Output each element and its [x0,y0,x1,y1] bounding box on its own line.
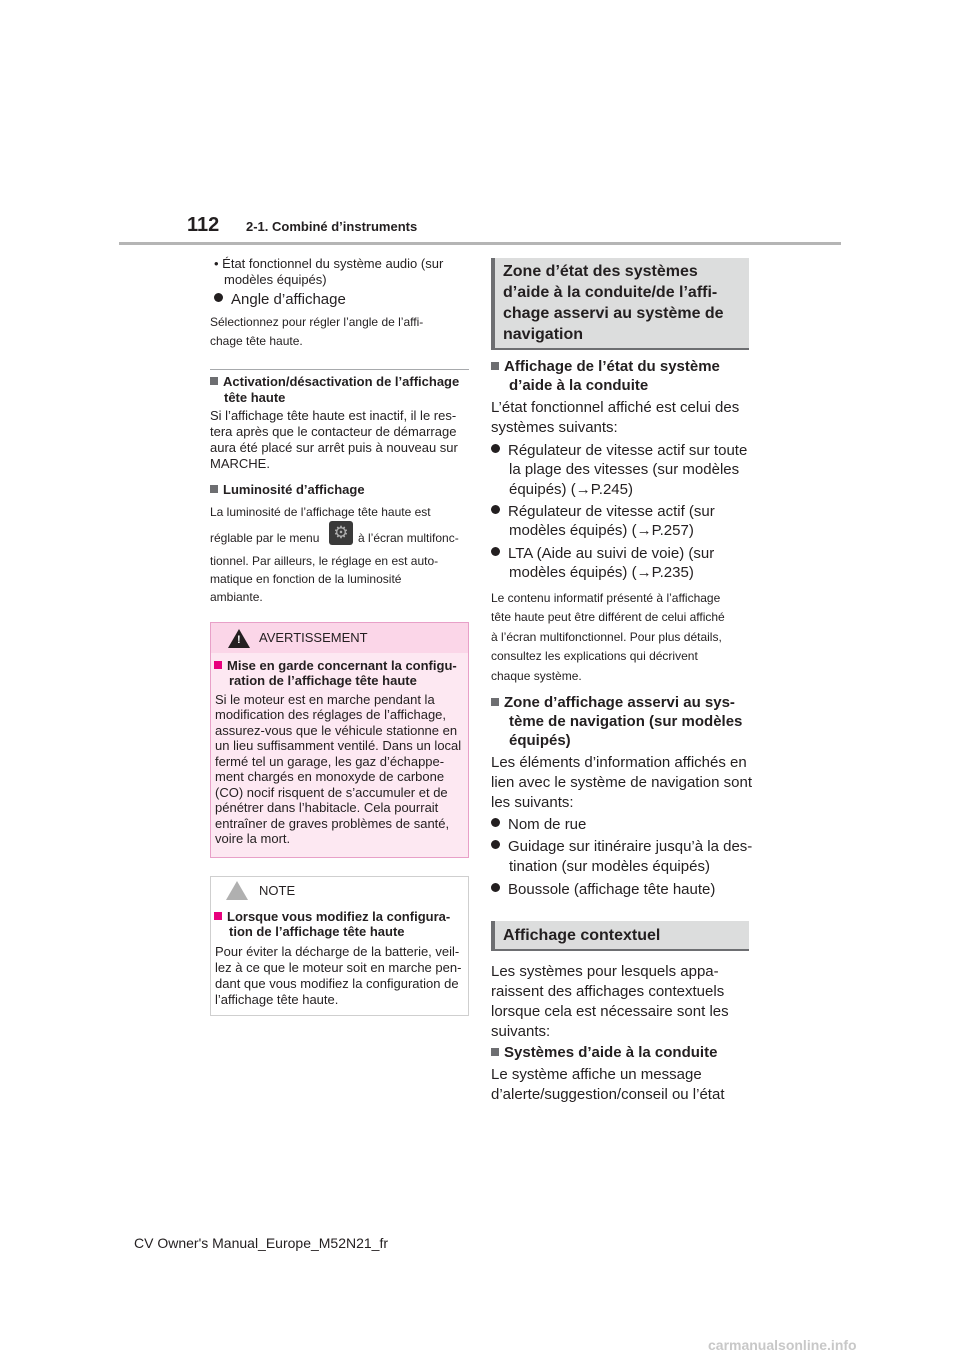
luminosity-heading-text: Luminosité d’affichage [223,482,365,497]
bullet-dot-icon [214,293,223,302]
bullet-1-text: Régulateur de vitesse actif sur toute [508,442,748,459]
bullet-3-text: LTA (Aide au suivi de voie) (sur [508,545,715,562]
state-heading-text: Affichage de l’état du système [504,358,720,375]
small-text-line: consultez les explications qui décrivent [491,649,698,663]
audio-sub-bullet-cont: modèles équipés) [224,272,327,287]
nav-bullet-3-text: Boussole (affichage tête haute) [508,881,716,898]
context-text-line: Les systèmes pour lesquels appa- [491,963,719,980]
luminosity-heading [210,482,365,498]
state-text-1: L’état fonctionnel affiché est celui des [491,399,740,416]
note-line: Pour éviter la décharge de la batterie, veil- [215,944,460,959]
driving-heading-text: Systèmes d’aide à la conduite [504,1044,718,1061]
luminosity-line-5: ambiante. [210,590,263,604]
bullet-dot-icon [491,818,500,827]
section-banner [491,258,749,350]
warning-title [214,658,457,674]
warning-line: fermé tel un garage, les gaz d’échappe- [215,754,445,769]
angle-heading [214,290,346,310]
header-rule [119,242,841,245]
luminosity-line-2a: réglable par le menu [210,531,320,545]
nav-heading-line-2: tème de navigation (sur modèles [509,713,743,730]
small-text-line: Le contenu informatif présenté à l’affichage [491,591,721,605]
activation-line-4: MARCHE. [210,456,270,471]
driving-heading [491,1043,717,1063]
bullet-2-text: Régulateur de vitesse actif (sur [508,503,715,520]
warning-line: voire la mort. [215,831,291,846]
warning-line: ment chargés en monoxyde de carbone [215,769,445,784]
warning-line: Si le moteur est en marche pendant la [215,692,435,707]
warning-title-text: Mise en garde concernant la configu- [227,658,457,673]
bullet-3-line-2[interactable]: modèles équipés) (→P.235) [509,564,694,581]
activation-heading-text: Activation/désactivation de l’affichage [223,374,460,389]
section-divider [210,369,469,370]
small-text-line: tête haute peut être différent de celui affiché [491,610,725,624]
banner-line: Zone d’état des systèmes [503,263,698,280]
square-bullet-icon [491,362,499,370]
nav-heading-text: Zone d’affichage asservi au sys- [504,694,735,711]
note-title-text: Lorsque vous modifiez la configura- [227,909,451,924]
square-bullet-icon [491,1048,499,1056]
gear-icon: ⚙ [329,521,353,545]
state-text-2: systèmes suivants: [491,419,618,436]
warning-line: pénétrer dans l’habitacle. Cela pourrait [215,800,439,815]
activation-heading-cont: tête haute [224,390,286,405]
bullet-1 [491,441,747,461]
note-line: l’affichage tête haute. [215,992,339,1007]
small-text-line: chaque système. [491,669,582,683]
warning-title-cont: ration de l’affichage tête haute [229,673,417,688]
state-heading [491,357,720,377]
luminosity-line-1: La luminosité de l’affichage tête haute est [210,505,431,519]
activation-line-1: Si l’affichage tête haute est inactif, il le res- [210,408,457,423]
warning-label: AVERTISSEMENT [259,630,368,645]
warning-line: entraîner de graves problèmes de santé, [215,816,450,831]
warning-line: (CO) nocif risquent de s’accumuler et de [215,785,448,800]
nav-bullet-2-line-2: tination (sur modèles équipés) [509,858,710,875]
bullet-dot-icon [491,883,500,892]
bullet-dot-icon [491,840,500,849]
banner-line: chage asservi au système de [503,305,724,322]
page-number: 112 [187,214,220,236]
nav-text-line: les suivants: [491,794,574,811]
luminosity-line-3: tionnel. Par ailleurs, le réglage en est auto- [210,554,439,568]
warning-box [210,622,469,858]
driving-text-2: d’alerte/suggestion/conseil ou l’état [491,1086,725,1103]
square-bullet-icon [491,698,499,706]
nav-heading-line-3: équipés) [509,732,571,749]
bullet-dot-icon [491,444,500,453]
square-bullet-icon [210,377,218,385]
note-box [210,876,469,1016]
warning-line: assurez-vous que le véhicule stationne en [215,723,458,738]
bullet-1-line-2: la plage des vitesses (sur modèles [509,461,740,478]
bullet-dot-icon [491,505,500,514]
square-bullet-icon [210,485,218,493]
bullet-3 [491,544,714,564]
note-line: dant que vous modifiez la configuration de [215,976,459,991]
warning-icon: ! [228,629,250,653]
angle-text-2: chage tête haute. [210,334,303,348]
caution-icon [226,881,248,905]
note-title-cont: tion de l’affichage tête haute [229,924,405,939]
bullet-1-line-3[interactable]: équipés) (→P.245) [509,481,633,498]
nav-bullet-1-text: Nom de rue [508,816,587,833]
warning-line: un lieu suffisamment ventilé. Dans un local [215,738,462,753]
state-heading-cont: d’aide à la conduite [509,377,649,394]
activation-heading [210,374,459,390]
section-banner-context: Affichage contextuel [491,921,749,951]
nav-bullet-2-text: Guidage sur itinéraire jusqu’à la des- [508,838,753,855]
luminosity-line-2b: à l’écran multifonc- [358,531,459,545]
nav-text-line: lien avec le système de navigation sont [491,774,752,791]
bullet-dot-icon [491,547,500,556]
context-text-line: suivants: [491,1023,551,1040]
manual-footer: CV Owner's Manual_Europe_M52N21_fr [134,1235,389,1251]
banner-line: navigation [503,326,584,343]
context-text-line: raissent des affichages contextuels [491,983,725,1000]
bullet-2 [491,502,715,522]
context-text-line: lorsque cela est nécessaire sont les [491,1003,729,1020]
note-line: lez à ce que le moteur soit en marche pen- [215,960,462,975]
nav-bullet-3 [491,880,715,900]
banner-line: d’aide à la conduite/de l’affi- [503,284,718,301]
angle-text-1: Sélectionnez pour régler l’angle de l’affi- [210,315,424,329]
square-bullet-icon [214,661,222,669]
section-title: 2-1. Combiné d’instruments [246,219,418,234]
watermark: carmanualsonline.info [708,1337,857,1353]
warning-line: modification des réglages de l’affichage, [215,707,447,722]
activation-line-3: aura été placé sur arrêt puis à nouveau sur [210,440,458,455]
note-label: NOTE [259,883,296,898]
nav-bullet-2 [491,837,752,857]
angle-heading-text: Angle d’affichage [231,291,346,308]
activation-line-2: tera après que le contacteur de démarrage [210,424,457,439]
driving-text-1: Le système affiche un message [491,1066,702,1083]
audio-sub-bullet: • État fonctionnel du système audio (sur [214,256,444,271]
nav-heading [491,693,735,713]
nav-text-line: Les éléments d’information affichés en [491,754,747,771]
nav-bullet-1 [491,815,586,835]
note-title [214,909,450,925]
bullet-2-line-2[interactable]: modèles équipés) (→P.257) [509,522,694,539]
small-text-line: à l’écran multifonctionnel. Pour plus détails, [491,630,722,644]
square-bullet-icon [214,912,222,920]
luminosity-line-4: matique en fonction de la luminosité [210,572,402,586]
